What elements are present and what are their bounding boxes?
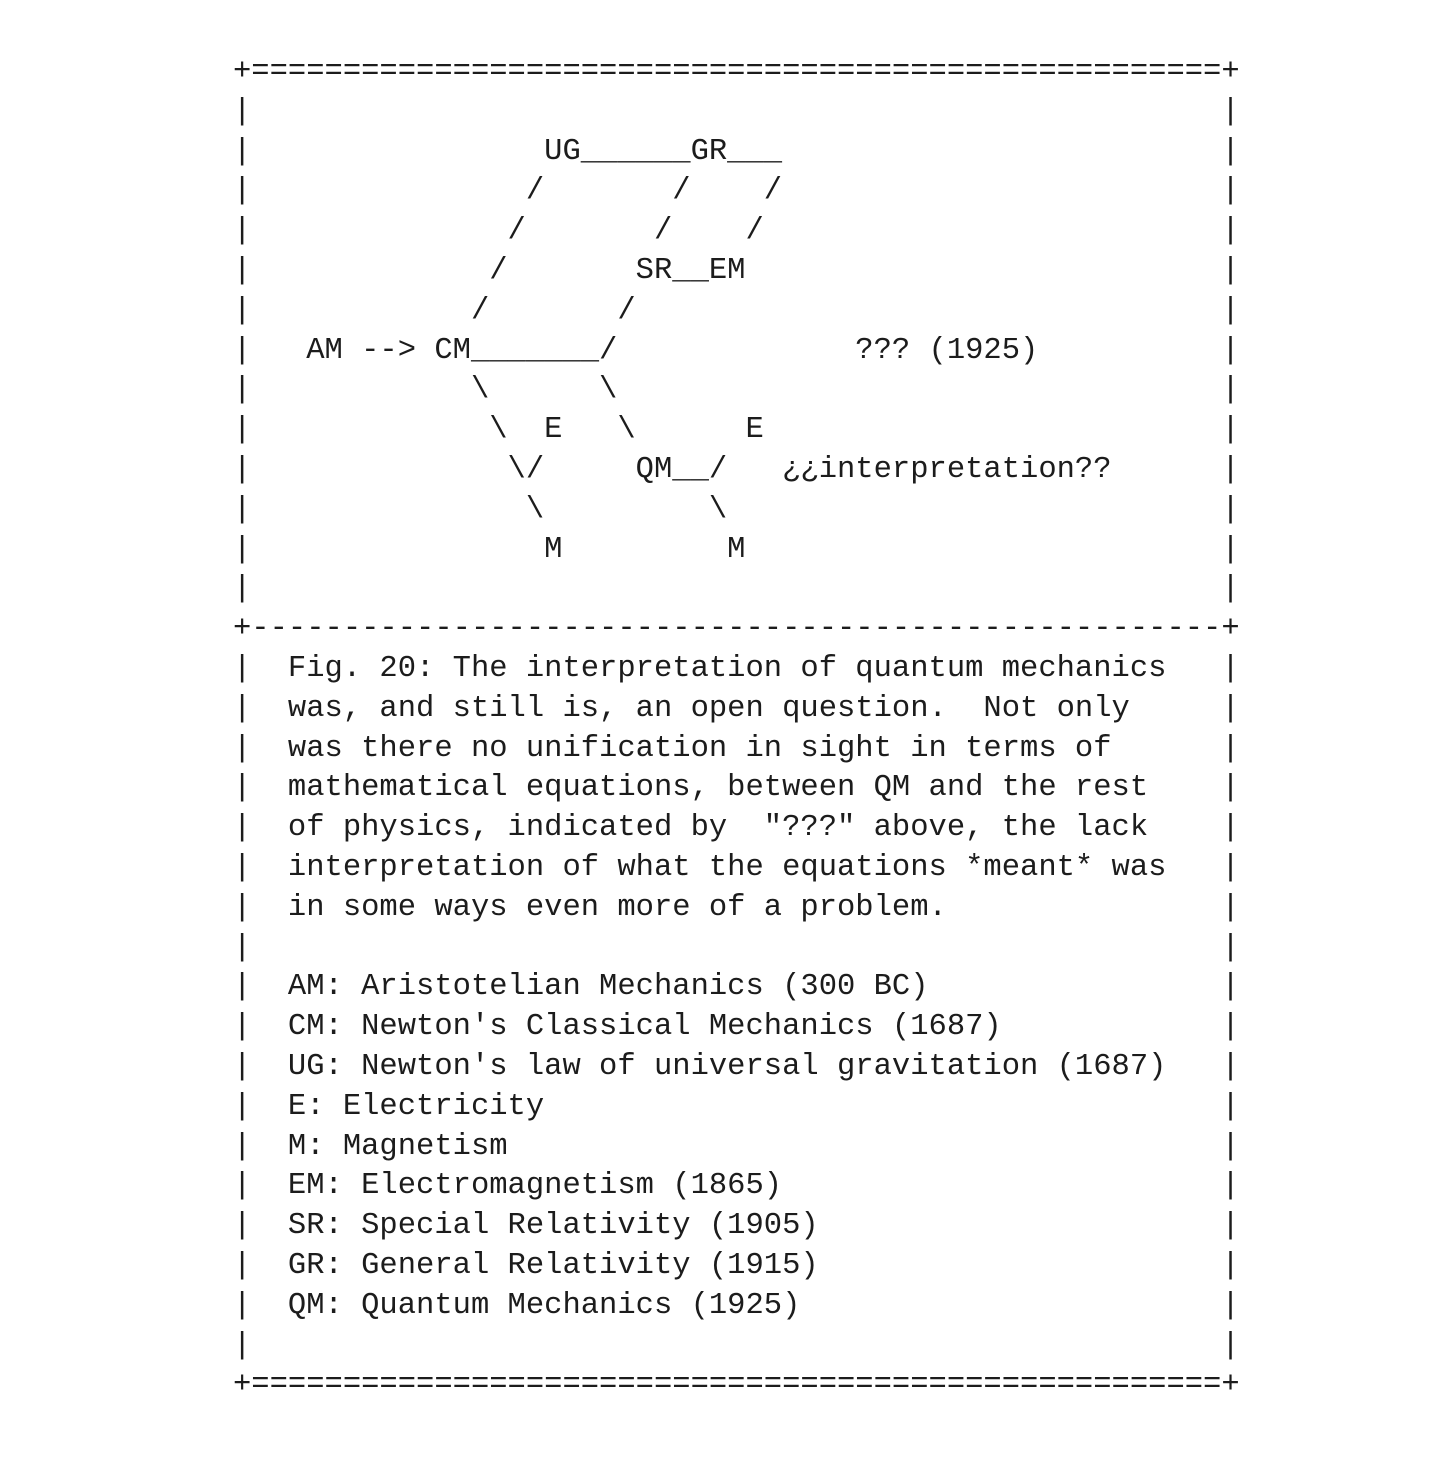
frame-blank-line: | | [233, 1328, 1240, 1363]
diagram-line-am-cm: | AM --> CM_______/ ??? (1925) | [233, 333, 1240, 368]
legend-item-cm: | CM: Newton's Classical Mechanics (1687) | [233, 1010, 1240, 1045]
legend-item-e: | E: Electricity | [233, 1089, 1240, 1124]
caption-line: | Fig. 20: The interpretation of quantum mechanics | [233, 651, 1240, 686]
frame-blank-line: | | [233, 572, 1240, 607]
caption-line: | interpretation of what the equations *meant* was | [233, 850, 1240, 885]
frame-blank-line: | | [233, 930, 1240, 965]
diagram-line: | \ \ | [233, 373, 1240, 408]
diagram-line: | / / / | [233, 174, 1240, 209]
caption-line: | in some ways even more of a problem. | [233, 890, 1240, 925]
diagram-line: | / / / | [233, 214, 1240, 249]
legend-item-ug: | UG: Newton's law of universal gravitation (1687) | [233, 1049, 1240, 1084]
legend-item-sr: | SR: Special Relativity (1905) | [233, 1209, 1240, 1244]
diagram-line-qm: | \/ QM__/ ¿¿interpretation?? | [233, 452, 1240, 487]
frame-divider: +-----------------------------------------------------+ [233, 612, 1240, 647]
legend-item-gr: | GR: General Relativity (1915) | [233, 1248, 1240, 1283]
legend-item-qm: | QM: Quantum Mechanics (1925) | [233, 1288, 1240, 1323]
diagram-line: | / / | [233, 293, 1240, 328]
caption-line: | was, and still is, an open question. Not only | [233, 691, 1240, 726]
caption-line: | of physics, indicated by "???" above, the lack | [233, 811, 1240, 846]
frame-blank-line: | | [233, 94, 1240, 129]
diagram-line-ug-gr: | UG______GR___ | [233, 134, 1240, 169]
legend-item-am: | AM: Aristotelian Mechanics (300 BC) | [233, 970, 1240, 1005]
diagram-line-m: | M M | [233, 532, 1240, 567]
diagram-line-e: | \ E \ E | [233, 413, 1240, 448]
legend-item-m: | M: Magnetism | [233, 1129, 1240, 1164]
ascii-figure [233, 53, 1240, 1406]
frame-bottom-border: +=====================================================+ [233, 1368, 1240, 1403]
caption-line: | mathematical equations, between QM and the rest | [233, 771, 1240, 806]
diagram-line-sr-em: | / SR__EM | [233, 253, 1240, 288]
diagram-line: | \ \ | [233, 492, 1240, 527]
legend-item-em: | EM: Electromagnetism (1865) | [233, 1169, 1240, 1204]
caption-line: | was there no unification in sight in terms of | [233, 731, 1240, 766]
frame-top-border: +=====================================================+ [233, 55, 1240, 89]
